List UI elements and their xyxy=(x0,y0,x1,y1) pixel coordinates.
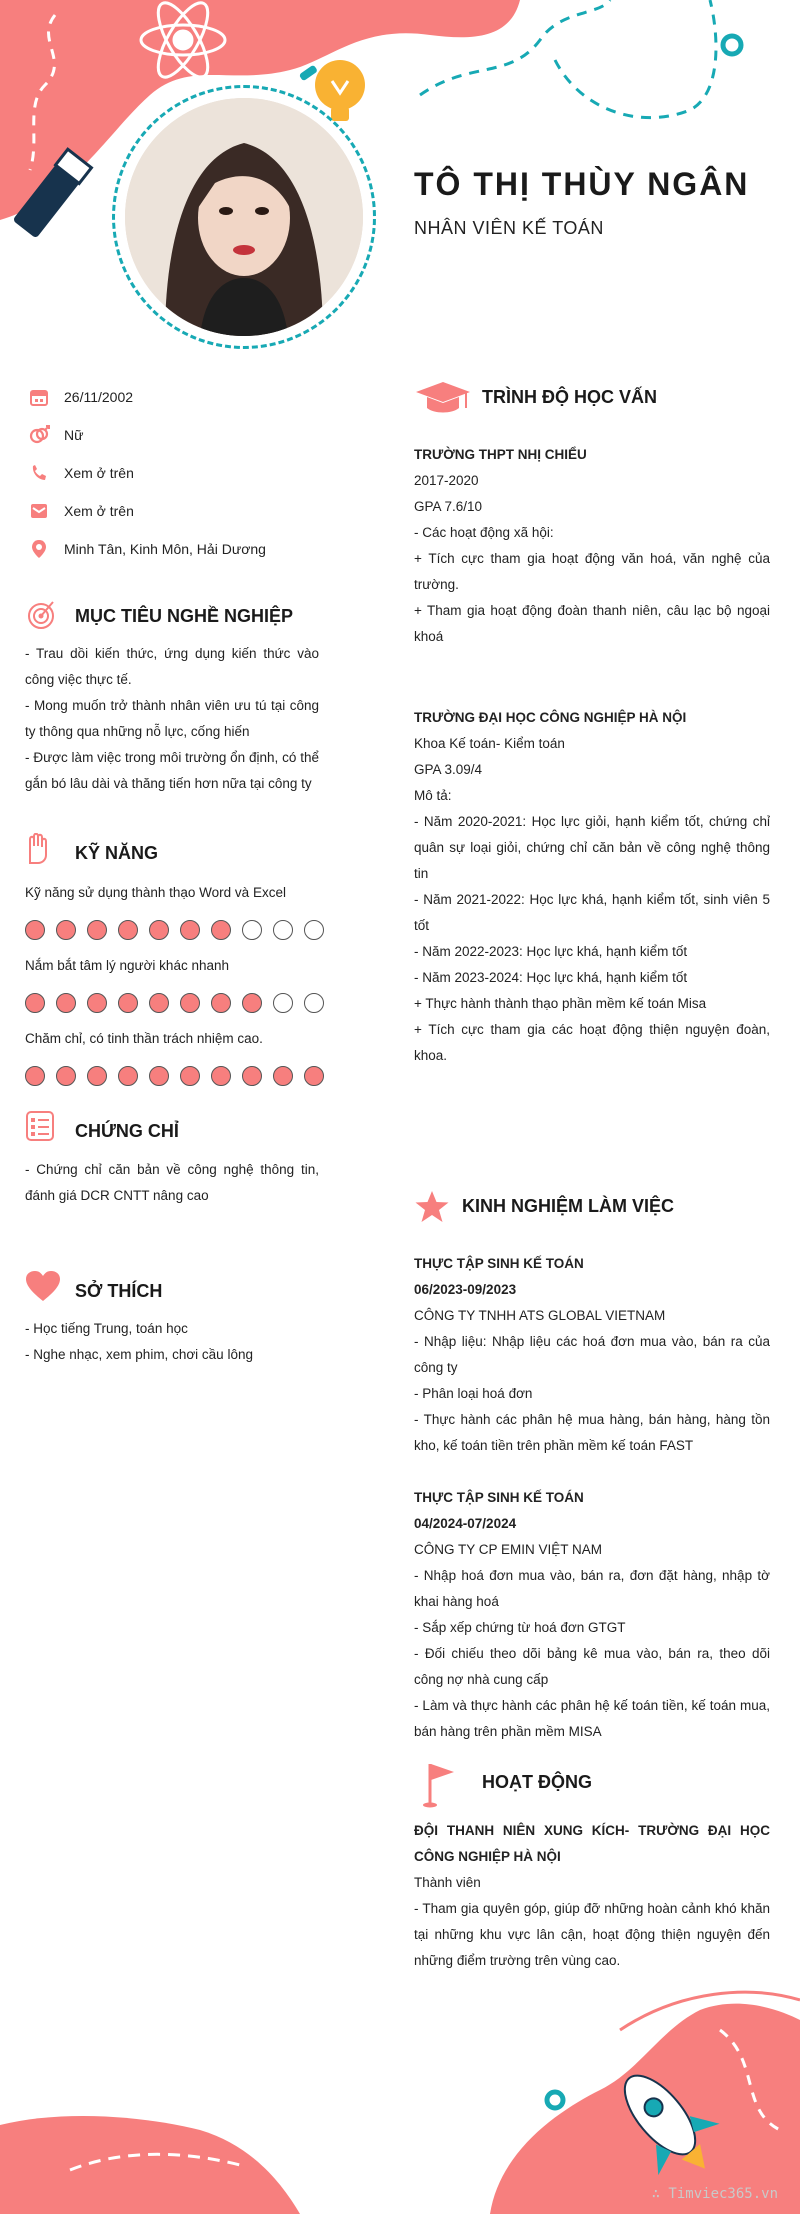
skill-dot xyxy=(56,1066,76,1086)
certificates-title: CHỨNG CHỈ xyxy=(75,1121,179,1141)
info-phone: Xem ở trên xyxy=(28,461,134,485)
school-name: TRƯỜNG THPT NHỊ CHIỂU xyxy=(414,447,587,462)
skill-label: Kỹ năng sử dụng thành thạo Word và Excel xyxy=(25,885,286,900)
skill-dot xyxy=(304,1066,324,1086)
info-birthdate: 26/11/2002 xyxy=(28,385,133,409)
phone-icon xyxy=(28,462,50,484)
skill-dot xyxy=(211,1066,231,1086)
skill-dot xyxy=(149,1066,169,1086)
job-position: THỰC TẬP SINH KẾ TOÁN xyxy=(414,1256,584,1271)
skill-dot xyxy=(56,920,76,940)
skill-dot xyxy=(87,993,107,1013)
skill-dot xyxy=(87,920,107,940)
info-gender: Nữ xyxy=(28,423,83,447)
activity-role: Thành viên xyxy=(414,1875,481,1890)
skill-rating-2 xyxy=(25,993,335,1013)
skill-dot xyxy=(242,1066,262,1086)
location-icon xyxy=(28,538,50,560)
skill-rating-3 xyxy=(25,1066,335,1086)
activity-entry xyxy=(414,1818,770,1974)
calendar-icon xyxy=(28,386,50,408)
watermark-icon: ∴ xyxy=(651,2186,669,2202)
objective-text: - Trau dồi kiến thức, ứng dụng kiến thức vào công việc thực tế. - Mong muốn trở thành nhân viên ưu tú tại công ty thông qua những nỗ lực, cống hiến - Được làm việc trong môi trường ổn định, có thể gắn bó lâu dài và thăng tiến hơn nữa tại công ty xyxy=(25,646,319,791)
job-period: 06/2023-09/2023 xyxy=(414,1282,517,1297)
gender-icon xyxy=(28,424,50,446)
skill-dot xyxy=(273,920,293,940)
info-address: Minh Tân, Kinh Môn, Hải Dương xyxy=(28,537,266,561)
graduation-cap-icon xyxy=(414,380,472,423)
company-name: CÔNG TY TNHH ATS GLOBAL VIETNAM xyxy=(414,1308,666,1323)
hobbies-title: SỞ THÍCH xyxy=(75,1281,163,1301)
school-name: TRƯỜNG ĐẠI HỌC CÔNG NGHIỆP HÀ NỘI xyxy=(414,710,687,725)
objective-title: MỤC TIÊU NGHỀ NGHIỆP xyxy=(75,606,294,626)
skill-dot xyxy=(180,1066,200,1086)
skill-dot xyxy=(273,1066,293,1086)
hand-icon xyxy=(25,833,51,870)
email-icon xyxy=(28,500,50,522)
heart-icon xyxy=(25,1270,61,1307)
company-name: CÔNG TY CP EMIN VIỆT NAM xyxy=(414,1542,603,1557)
education-title: TRÌNH ĐỘ HỌC VẤN xyxy=(482,387,657,407)
skill-dot xyxy=(149,920,169,940)
skill-dot xyxy=(118,1066,138,1086)
experience-entry-2: THỰC TẬP SINH KẾ TOÁN 04/2024-07/2024 CÔNG TY CP EMIN VIỆT NAM - Nhập hoá đơn mua vào, bán ra, đơn đặt hàng, nhập tờ khai hàng hoá - Sắp xếp chứng từ hoá đơn GTGT - Đối chiếu theo dõi bảng kê mua vào, bán ra, theo dõi công nợ nhà cung cấp - Làm và thực hành các phân hệ kế toán tiền, kế toán mua, bán hàng trên phần mềm MISA xyxy=(414,1485,770,1745)
skill-dot xyxy=(87,1066,107,1086)
skill-label: Nắm bắt tâm lý người khác nhanh xyxy=(25,958,229,973)
certificate-list-icon xyxy=(25,1110,55,1147)
profile-photo-frame xyxy=(112,85,376,349)
hobbies-text: - Học tiếng Trung, toán học - Nghe nhạc, xem phim, chơi cầu lông xyxy=(25,1321,253,1362)
activities-title: HOẠT ĐỘNG xyxy=(482,1772,592,1792)
skill-label: Chăm chỉ, có tinh thần trách nhiệm cao. xyxy=(25,1031,263,1046)
skill-dot xyxy=(242,993,262,1013)
skill-dot xyxy=(25,993,45,1013)
skill-dot xyxy=(149,993,169,1013)
organization-name: ĐỘI THANH NIÊN XUNG KÍCH- TRƯỜNG ĐẠI HỌC CÔNG NGHIỆP HÀ NỘI xyxy=(414,1823,770,1864)
skill-dot xyxy=(211,920,231,940)
skill-dot xyxy=(25,1066,45,1086)
education-entry-1: TRƯỜNG THPT NHỊ CHIỂU 2017-2020 GPA 7.6/10 - Các hoạt động xã hội: + Tích cực tham gia hoạt động văn hoá, văn nghệ của trường. + Tham gia hoạt động đoàn thanh niên, câu lạc bộ ngoại khoá xyxy=(414,442,770,650)
job-period: 04/2024-07/2024 xyxy=(414,1516,517,1531)
job-position: THỰC TẬP SINH KẾ TOÁN xyxy=(414,1490,584,1505)
skills-title: KỸ NĂNG xyxy=(75,843,159,863)
skill-dot xyxy=(304,920,324,940)
candidate-name: TÔ THỊ THÙY NGÂN xyxy=(414,166,750,202)
job-title: NHÂN VIÊN KẾ TOÁN xyxy=(414,218,604,238)
skill-dot xyxy=(25,920,45,940)
watermark: ∴ Timviec365.vn xyxy=(651,2186,778,2202)
profile-photo xyxy=(125,98,363,336)
skill-dot xyxy=(180,993,200,1013)
info-email: Xem ở trên xyxy=(28,499,134,523)
skill-dot xyxy=(118,993,138,1013)
skill-dot xyxy=(242,920,262,940)
experience-entry-1: THỰC TẬP SINH KẾ TOÁN 06/2023-09/2023 CÔNG TY TNHH ATS GLOBAL VIETNAM - Nhập liệu: Nhập liệu các hoá đơn mua vào, bán ra của công ty - Phân loại hoá đơn - Thực hành các phân hệ mua hàng, bán hàng, hàng tồn kho, kế toán tiền trên phần mềm kế toán FAST xyxy=(414,1251,770,1459)
flag-icon xyxy=(422,1760,458,1813)
skill-rating-1 xyxy=(25,920,335,940)
skill-dot xyxy=(180,920,200,940)
skill-dot xyxy=(211,993,231,1013)
target-icon xyxy=(25,598,57,635)
star-icon xyxy=(414,1190,450,1229)
activity-description: - Tham gia quyên góp, giúp đỡ những hoàn cảnh khó khăn tại những khu vực lân cận, hoạt động thiện nguyện đến những điểm trường trên vùng cao. xyxy=(414,1901,770,1968)
education-entry-2: TRƯỜNG ĐẠI HỌC CÔNG NGHIỆP HÀ NỘI Khoa Kế toán- Kiểm toán GPA 3.09/4 Mô tả: - Năm 2020-2021: Học lực giỏi, hạnh kiểm tốt, chứng chỉ quân sự loại giỏi, chứng chỉ căn bản về công nghệ thông tin - Năm 2021-2022: Học lực khá, hạnh kiểm tốt, sinh viên 5 tốt - Năm 2022-2023: Học lực khá, hạnh kiểm tốt - Năm 2023-2024: Học lực khá, hạnh kiểm tốt + Thực hành thành thạo phần mềm kế toán Misa + Tích cực tham gia các hoạt động thiện nguyện đoàn, khoa. xyxy=(414,705,770,1069)
certificates-text: - Chứng chỉ căn bản về công nghệ thông tin, đánh giá DCR CNTT nâng cao xyxy=(25,1162,319,1203)
skill-dot xyxy=(118,920,138,940)
skill-dot xyxy=(304,993,324,1013)
skill-dot xyxy=(56,993,76,1013)
skill-dot xyxy=(273,993,293,1013)
experience-title: KINH NGHIỆM LÀM VIỆC xyxy=(462,1196,675,1216)
